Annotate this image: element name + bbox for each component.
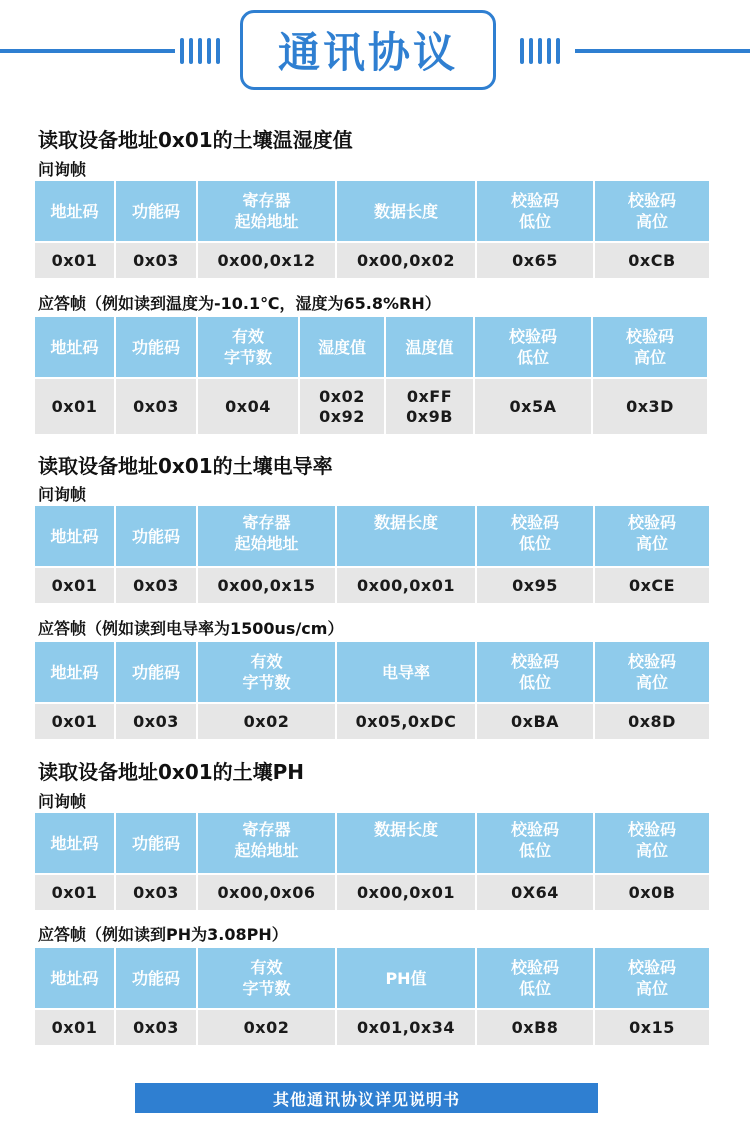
value-cell: 0x00,0x01	[337, 875, 475, 910]
table-row	[35, 379, 707, 434]
header-bars-left	[180, 38, 220, 64]
header-row	[35, 948, 709, 1008]
value-cell: 0xCE	[595, 568, 709, 603]
header-cell: 校验码 低位	[477, 506, 593, 566]
table-row	[35, 568, 709, 603]
header-cell: 地址码	[35, 506, 114, 566]
header-cell: 校验码 低位	[477, 813, 593, 873]
value-cell: 0x01	[35, 704, 114, 739]
header-bars-right	[520, 38, 560, 64]
header-cell: 电导率	[337, 642, 475, 702]
value-cell: 0x01	[35, 1010, 114, 1045]
value-cell: 0x03	[116, 243, 196, 278]
table-row	[35, 1010, 709, 1045]
header-cell: 地址码	[35, 317, 114, 377]
header-cell: 功能码	[116, 948, 196, 1008]
query-table-conductivity	[33, 504, 711, 605]
value-cell: 0X64	[477, 875, 593, 910]
response-frame-label: 应答帧（例如读到PH为3.08PH）	[38, 925, 288, 944]
query-frame-label: 问询帧	[38, 160, 87, 179]
value-cell: 0x03	[116, 875, 196, 910]
query-frame-label: 问询帧	[38, 792, 87, 811]
value-cell: 0xFF 0x9B	[386, 379, 473, 434]
header-cell: 功能码	[116, 317, 196, 377]
header-cell: 校验码 高位	[595, 506, 709, 566]
header-line-left	[0, 49, 175, 53]
header-cell: 功能码	[116, 181, 196, 241]
value-cell: 0xCB	[595, 243, 709, 278]
header-cell: 校验码 低位	[475, 317, 591, 377]
table-row	[35, 243, 709, 278]
value-cell: 0x04	[198, 379, 298, 434]
header-row	[35, 181, 709, 241]
header-cell: 校验码 高位	[593, 317, 707, 377]
header-line-right	[575, 49, 750, 53]
header-cell: 校验码 低位	[477, 948, 593, 1008]
page-title: 通讯协议	[240, 10, 496, 90]
response-table-ph	[33, 946, 711, 1047]
value-cell: 0x00,0x12	[198, 243, 335, 278]
header-cell: 寄存器 起始地址	[198, 813, 335, 873]
section-title-ph: 读取设备地址0x01的土壤PH	[38, 760, 305, 784]
header-cell: 功能码	[116, 813, 196, 873]
header-cell: 有效 字节数	[198, 642, 335, 702]
header-cell: 温度值	[386, 317, 473, 377]
value-cell: 0x00,0x15	[198, 568, 335, 603]
value-cell: 0x01	[35, 243, 114, 278]
header-cell: 地址码	[35, 948, 114, 1008]
header-cell: 校验码 低位	[477, 642, 593, 702]
header-cell: PH值	[337, 948, 475, 1008]
header-cell: 地址码	[35, 813, 114, 873]
value-cell: 0xB8	[477, 1010, 593, 1045]
header-cell: 功能码	[116, 506, 196, 566]
value-cell: 0x03	[116, 379, 196, 434]
query-table-ph	[33, 811, 711, 912]
value-cell: 0x65	[477, 243, 593, 278]
query-frame-label: 问询帧	[38, 485, 87, 504]
header-cell: 校验码 高位	[595, 642, 709, 702]
header-cell: 寄存器 起始地址	[198, 181, 335, 241]
value-cell: 0x02	[198, 1010, 335, 1045]
header-cell: 数据长度	[337, 506, 475, 566]
page-header	[0, 0, 750, 100]
table-row	[35, 875, 709, 910]
header-cell: 数据长度	[337, 181, 475, 241]
value-cell: 0xBA	[477, 704, 593, 739]
section-title-conductivity: 读取设备地址0x01的土壤电导率	[38, 454, 333, 478]
header-cell: 有效 字节数	[198, 317, 298, 377]
section-title-temp-humidity: 读取设备地址0x01的土壤温湿度值	[38, 128, 353, 152]
value-cell: 0x01	[35, 875, 114, 910]
value-cell: 0x03	[116, 568, 196, 603]
header-row	[35, 317, 707, 377]
value-cell: 0x02	[198, 704, 335, 739]
header-cell: 校验码 高位	[595, 181, 709, 241]
header-row	[35, 813, 709, 873]
header-cell: 校验码 高位	[595, 813, 709, 873]
table-row	[35, 704, 709, 739]
header-cell: 地址码	[35, 181, 114, 241]
manual-reference-banner: 其他通讯协议详见说明书	[135, 1083, 598, 1113]
header-cell: 数据长度	[337, 813, 475, 873]
header-cell: 校验码 低位	[477, 181, 593, 241]
header-cell: 湿度值	[300, 317, 384, 377]
value-cell: 0x03	[116, 1010, 196, 1045]
value-cell: 0x05,0xDC	[337, 704, 475, 739]
response-table-temp-humidity	[33, 315, 709, 436]
header-cell: 校验码 高位	[595, 948, 709, 1008]
value-cell: 0x8D	[595, 704, 709, 739]
value-cell: 0x00,0x06	[198, 875, 335, 910]
value-cell: 0x01,0x34	[337, 1010, 475, 1045]
value-cell: 0x3D	[593, 379, 707, 434]
header-row	[35, 642, 709, 702]
query-table-temp-humidity	[33, 179, 711, 280]
header-cell: 有效 字节数	[198, 948, 335, 1008]
value-cell: 0x03	[116, 704, 196, 739]
value-cell: 0x00,0x02	[337, 243, 475, 278]
header-cell: 寄存器 起始地址	[198, 506, 335, 566]
response-frame-label: 应答帧（例如读到温度为-10.1℃，湿度为65.8%RH）	[38, 294, 441, 313]
header-cell: 功能码	[116, 642, 196, 702]
value-cell: 0x00,0x01	[337, 568, 475, 603]
value-cell: 0x01	[35, 379, 114, 434]
value-cell: 0x02 0x92	[300, 379, 384, 434]
value-cell: 0x01	[35, 568, 114, 603]
header-cell: 地址码	[35, 642, 114, 702]
value-cell: 0x0B	[595, 875, 709, 910]
response-table-conductivity	[33, 640, 711, 741]
value-cell: 0x95	[477, 568, 593, 603]
value-cell: 0x5A	[475, 379, 591, 434]
value-cell: 0x15	[595, 1010, 709, 1045]
response-frame-label: 应答帧（例如读到电导率为1500us/cm）	[38, 619, 344, 638]
header-row	[35, 506, 709, 566]
